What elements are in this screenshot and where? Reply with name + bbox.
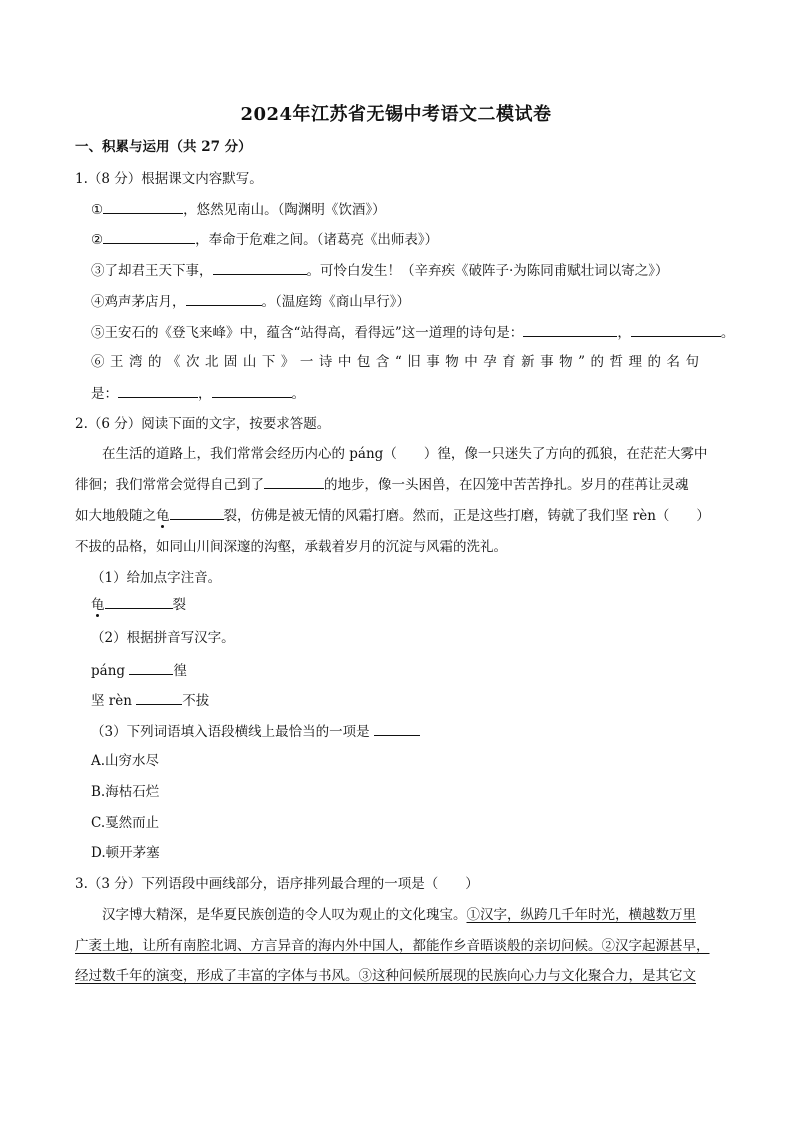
q2-sub-3 (91, 721, 420, 742)
option-b[interactable]: B.海枯石烂 (91, 784, 160, 800)
q2-passage-line-2 (75, 474, 689, 495)
q3-passage-line-2: 广袤土地，让所有南腔北调、方言异音的海内外中国人，都能作乡音晤谈般的亲切问候。②汉字起源甚早， (75, 938, 710, 954)
q2-sub-1-answer (91, 594, 186, 615)
dotted-character: 龟 (156, 508, 170, 524)
q1-item-3-post: 。可怜白发生！（辛弃疾《破阵子·为陈同甫赋壮词以寄之》） (306, 263, 669, 279)
q2-passage-text: 如大地般随之 (75, 508, 156, 524)
q1-item-2 (91, 229, 438, 250)
answer-blank[interactable] (212, 383, 292, 398)
answer-blank[interactable] (186, 291, 262, 306)
q2-sub-2-answer-1 (91, 660, 187, 681)
question-3-stem: 3.（3 分）下列语段中画线部分，语序排列最合理的一项是（ ） (75, 876, 479, 892)
pinyin: 坚 rèn (91, 693, 137, 709)
option-c[interactable]: C.戛然而止 (91, 815, 160, 831)
question-1-stem: 1.（8 分）根据课文内容默写。 (75, 171, 263, 187)
answer-suffix: 徨 (173, 663, 187, 679)
q3-passage-line-1 (102, 905, 696, 925)
q1-item-5-pre: ⑤王安石的《登飞来峰》中，蕴含“站得高，看得远”这一道理的诗句是： (91, 325, 524, 341)
q1-item-6-line-1: ⑥王湾的《次北固山下》一诗中包含“旧事物中孕育新事物”的哲理的名句 (91, 354, 701, 370)
q1-item-3 (91, 260, 669, 281)
section-heading: 一、积累与运用（共 27 分） (75, 139, 252, 155)
q1-item-4-pre: ④鸡声茅店月， (91, 294, 186, 310)
q1-item-6-pre: 是： (91, 386, 118, 402)
answer-blank[interactable] (213, 260, 307, 275)
q1-item-5-mid: ， (617, 325, 631, 341)
answer-blank[interactable] (374, 721, 420, 736)
q1-item-1-post: ，悠然见南山。（陶渊明《饮酒》） (183, 202, 386, 218)
option-a[interactable]: A.山穷水尽 (91, 753, 160, 769)
answer-blank[interactable] (103, 199, 183, 214)
answer-blank[interactable] (129, 660, 173, 675)
answer-blank[interactable] (170, 505, 224, 520)
q2-passage-line-4: 不拔的品格，如同山川间深邃的沟壑，承载着岁月的沉淀与风霜的洗礼。 (75, 539, 507, 555)
q2-passage-text: 裂，仿佛是被无情的风霜打磨。然而，正是这些打磨，铸就了我们坚 rèn（ ） (223, 508, 710, 524)
q2-passage-line-1: 在生活的道路上，我们常常会经历内心的 páng（ ）徨，像一只迷失了方向的孤狼，在茫茫大雾中 (102, 446, 708, 462)
q1-item-1 (91, 199, 386, 220)
q1-item-6-mid: ， (198, 386, 212, 402)
q1-item-2-pre: ② (91, 232, 104, 248)
answer-blank[interactable] (118, 383, 198, 398)
q2-passage-text: 徘徊；我们常常会觉得自己到了 (75, 477, 264, 493)
q1-item-1-pre: ① (91, 202, 104, 218)
q1-item-4-post: 。（温庭筠《商山早行》） (261, 294, 410, 310)
q2-passage-line-3 (75, 505, 710, 526)
dotted-character: 龟 (91, 597, 105, 613)
q2-sub-2: （2）根据拼音写汉字。 (91, 630, 235, 646)
q1-item-6-post: 。 (291, 386, 305, 402)
q3-passage-text: 汉字博大精深，是华夏民族创造的令人叹为观止的文化瑰宝。 (102, 907, 467, 923)
q3-passage-line-3: 经过数千年的演变，形成了丰富的字体与书风。③这种问候所展现的民族向心力与文化聚合力，是其它文 (75, 968, 696, 984)
answer-suffix: 不拔 (182, 693, 210, 709)
q1-item-4 (91, 291, 410, 312)
page-title: 2024年江苏省无锡中考语文二模试卷 (240, 104, 552, 125)
answer-blank[interactable] (105, 594, 173, 609)
answer-blank[interactable] (103, 229, 195, 244)
question-2-stem: 2.（6 分）阅读下面的文字，按要求答题。 (75, 416, 331, 432)
q1-item-5 (91, 322, 734, 343)
q1-item-5-post: 。 (720, 325, 735, 341)
q1-item-2-post: ，奉命于危难之间。（诸葛亮《出师表》） (195, 232, 439, 248)
q2-passage-text: 的地步，像一头困兽，在囚笼中苦苦挣扎。岁月的荏苒让灵魂 (324, 477, 689, 493)
q2-sub-3-text: （3）下列词语填入语段横线上最恰当的一项是 (91, 724, 374, 740)
option-d[interactable]: D.顿开茅塞 (91, 845, 160, 861)
answer-blank[interactable] (631, 322, 721, 337)
q2-sub-2-answer-2 (91, 690, 209, 711)
answer-blank[interactable] (264, 474, 324, 489)
pinyin: páng (91, 663, 130, 679)
q1-item-6-line-2 (91, 383, 305, 404)
answer-blank[interactable] (136, 690, 182, 705)
q2-sub-1: （1）给加点字注音。 (91, 570, 222, 586)
q1-item-3-pre: ③了却君王天下事， (91, 263, 213, 279)
answer-blank[interactable] (523, 322, 617, 337)
answer-suffix: 裂 (172, 597, 186, 613)
underlined-text: ①汉字，纵跨几千年时光，横越数万里 (466, 907, 696, 923)
